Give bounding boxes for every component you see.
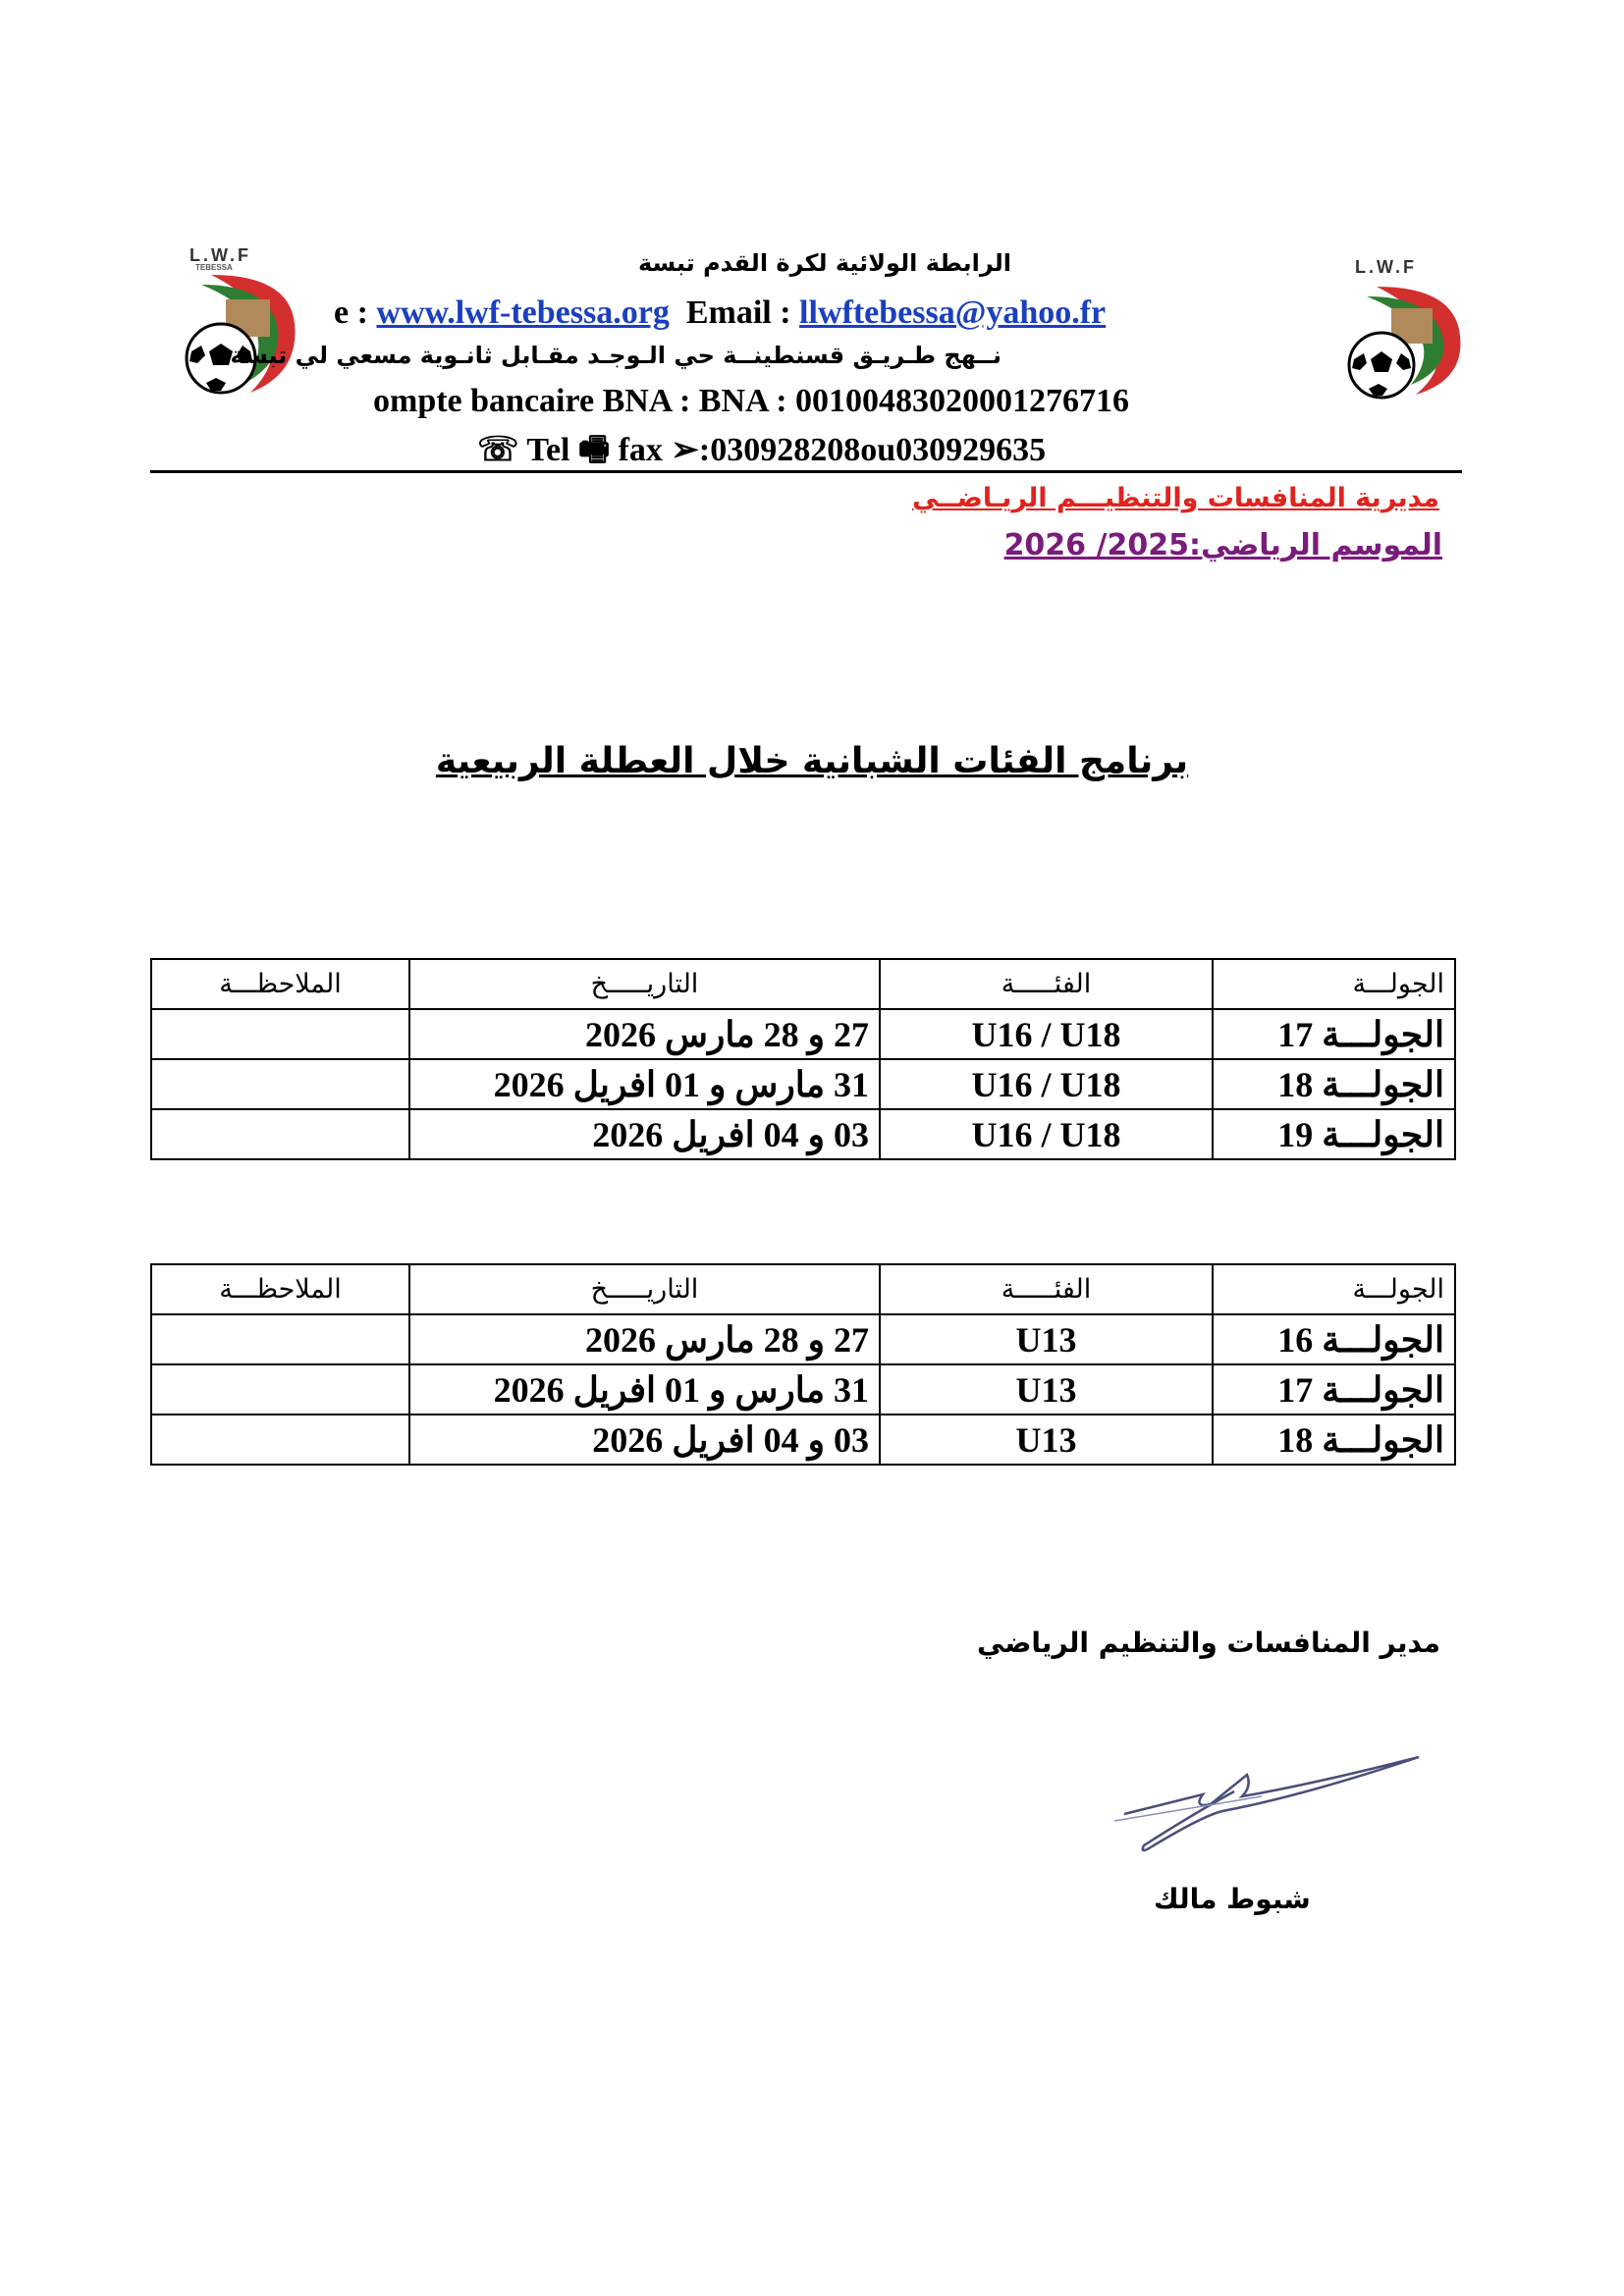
header-category: الفئـــــة [880,1264,1213,1314]
league-logo-left [172,245,309,412]
header-date: التاريـــــخ [409,959,880,1009]
signature-image [1056,1737,1443,1880]
cell-round: الجولـــة 16 [1213,1314,1455,1364]
contact-web-line [334,294,1106,332]
org-name: الرابطة الولائية لكرة القدم تبسة [637,249,1012,277]
logo-subtext: TEBESSA [195,263,233,272]
cell-note [151,1009,409,1059]
cell-round: الجولـــة 17 [1213,1009,1455,1059]
address: نــهج طـريـق قسنطينــة حي الـوجـد مقـابل ثانـوية مسعي لي تبسة [230,342,1001,369]
table-row [151,1109,1455,1159]
cell-round: الجولـــة 17 [1213,1364,1455,1415]
cell-category: U16 / U18 [880,1059,1213,1109]
cell-note [151,1109,409,1159]
football-logo-icon [172,245,309,412]
cell-note [151,1059,409,1109]
header-note: الملاحظـــة [151,959,409,1009]
table-row [151,1059,1455,1109]
cell-date: 27 و 28 مارس 2026 [409,1314,880,1364]
letterhead [230,245,1276,471]
cell-date: 03 و 04 افريل 2026 [409,1415,880,1465]
table-header-row [151,1264,1455,1314]
cell-category: U16 / U18 [880,1109,1213,1159]
table-row [151,1009,1455,1059]
email-label: Email : [685,294,800,331]
cell-category: U16 / U18 [880,1009,1213,1059]
cell-category: U13 [880,1314,1213,1364]
league-logo-right [1337,257,1475,414]
cell-category: U13 [880,1415,1213,1465]
cell-date: 31 مارس و 01 افريل 2026 [409,1364,880,1415]
header-date: التاريـــــخ [409,1264,880,1314]
cell-date: 31 مارس و 01 افريل 2026 [409,1059,880,1109]
header-note: الملاحظـــة [151,1264,409,1314]
phone-fax: ☏ Tel 🖷 fax ➢:030928208ou030929635 [477,432,1047,468]
cell-round: الجولـــة 18 [1213,1415,1455,1465]
cell-round: الجولـــة 18 [1213,1059,1455,1109]
director-title: مدير المنافسات والتنظيم الرياضي [977,1627,1440,1659]
schedule-table-u16-u18 [150,958,1456,1160]
header-round: الجولـــة [1213,959,1455,1009]
site-prefix: e : [334,294,377,331]
cell-note [151,1364,409,1415]
header-divider [150,470,1462,473]
cell-round: الجولـــة 19 [1213,1109,1455,1159]
schedule-table-u13 [150,1263,1456,1466]
football-logo-icon [1337,257,1475,414]
table-row [151,1364,1455,1415]
page-title-text: برنامج الفئات الشبانية خلال العطلة الربيعية [435,741,1189,781]
cell-category: U13 [880,1364,1213,1415]
cell-date: 27 و 28 مارس 2026 [409,1009,880,1059]
table-row [151,1314,1455,1364]
season: الموسم الرياضي:2025/ 2026 [1003,528,1442,562]
cell-note [151,1314,409,1364]
logo-text: L.W.F [189,245,251,265]
logo-text: L.W.F [1355,257,1417,277]
email-link[interactable]: llwftebessa@yahoo.fr [799,294,1107,331]
cell-date: 03 و 04 افريل 2026 [409,1109,880,1159]
signer-name: شبوط مالك [1154,1883,1311,1915]
page-title [0,741,1624,781]
bank-account: ompte bancaire BNA : BNA : 0010048302000127671​6 [373,383,1130,419]
website-link[interactable]: www.lwf-tebessa.org [376,294,670,331]
header-round: الجولـــة [1213,1264,1455,1314]
header-category: الفئـــــة [880,959,1213,1009]
table-header-row [151,959,1455,1009]
table-row [151,1415,1455,1465]
cell-note [151,1415,409,1465]
department-name: مديرية المنافسات والتنظيـــم الريـاضــي [912,483,1439,513]
